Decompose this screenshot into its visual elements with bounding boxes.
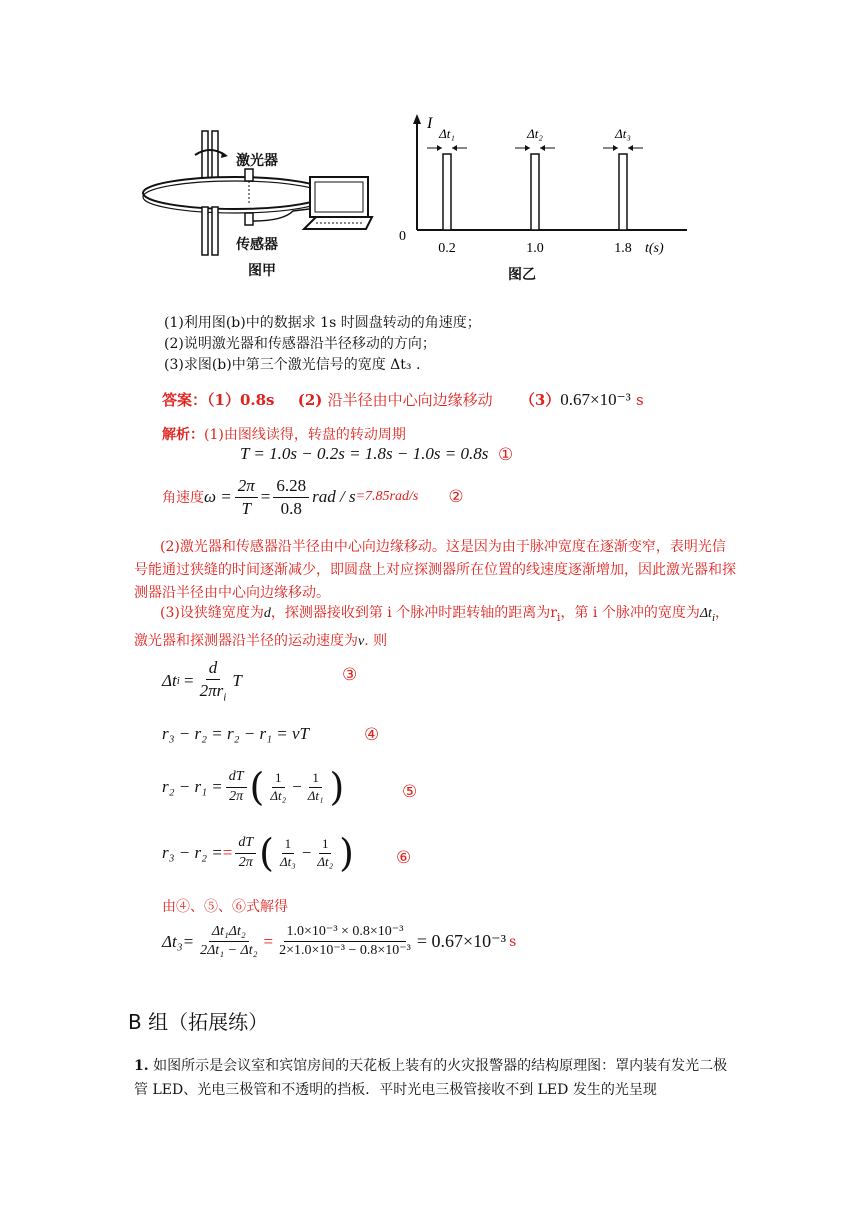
equation-4: r₃ − r₂ = r₂ − r₁ = vT: [162, 724, 309, 743]
sensor-label: 传感器: [236, 237, 278, 253]
pulse-bar: [619, 154, 627, 230]
x-tick-label: 1.0: [526, 241, 544, 256]
equation-3: Δt i = $\frac{d}{2\pi r_i}$ T: [162, 658, 242, 703]
question-2: (2)说明激光器和传感器沿半径移动的方向；: [164, 336, 436, 352]
analysis-paragraph-3: [134, 602, 738, 653]
answer-1: （1）0.8s: [207, 391, 275, 409]
mark-5: ⑤: [402, 782, 418, 802]
answer-2: 沿半径由中心向边缘移动: [327, 391, 493, 409]
eq6-red-eq: =: [222, 843, 233, 862]
pulse-bar: [443, 154, 451, 230]
answer-line: [162, 389, 644, 410]
mark-6: ⑥: [396, 848, 412, 868]
eq3-den-sub: i: [223, 690, 227, 703]
x-tick-label: 0.2: [438, 241, 456, 256]
eq6-f2-den: Δt₂: [317, 853, 334, 869]
para3-a: (3)设狭缝宽度为: [160, 605, 264, 621]
para3-v: v: [358, 633, 365, 649]
eq3-den: 2πr: [199, 680, 224, 700]
answer-label: 答案：: [162, 391, 208, 409]
eq6-f1-den: Δt₃: [279, 853, 296, 869]
omega-num-1: 2π: [235, 476, 258, 498]
pulse-width-label: Δt₃: [615, 126, 631, 141]
omega-unit: rad / s: [312, 487, 356, 507]
analysis-label: 解析：: [162, 427, 204, 443]
pulse-width-label: Δt₁: [439, 126, 455, 141]
eq5-f2-den: Δt₁: [307, 787, 324, 803]
omega-den-2: 0.8: [280, 498, 302, 518]
y-axis-arrow: [413, 114, 421, 124]
omega-prefix: 角速度: [162, 490, 204, 507]
answer-3: 0.67×10⁻³: [560, 390, 631, 409]
para3-dt: Δt: [699, 606, 712, 621]
omega-result: =7.85rad/s: [355, 489, 419, 505]
omega-lhs: ω =: [204, 487, 232, 507]
final-equation: [162, 924, 516, 959]
para3-f: . 则: [364, 632, 388, 649]
solve-line: 由④、⑤、⑥式解得: [162, 899, 288, 915]
omega-den-1: T: [241, 498, 251, 518]
pulse-arrowhead-right: [540, 145, 545, 151]
origin-label: 0: [399, 229, 406, 244]
final-num-2: 1.0×10⁻³ × 0.8×10⁻³: [284, 924, 407, 942]
x-axis-label: t(s): [645, 241, 664, 256]
equation-period: T = 1.0s − 0.2s = 1.8s − 1.0s = 0.8s: [240, 444, 489, 463]
eq3-num: d: [206, 658, 221, 680]
eq5-lhs: r₂ − r₁ =: [162, 777, 223, 796]
question-1: (1)利用图(b)中的数据求 1s 时圆盘转动的角速度；: [164, 315, 481, 331]
analysis-line-1: [162, 424, 406, 444]
eq5-minus: −: [292, 777, 302, 796]
equation-5: r₂ − r₁ = $\frac{dT}{2\pi}$ ( $\frac{1}{\text{Δt₂}}$ − $\frac{1}{\text{Δt₁}}$ ): [162, 765, 345, 809]
pulse-arrowhead-left: [437, 145, 442, 151]
answer-2-num: (2): [297, 391, 323, 409]
eq5-f1-num: 1: [272, 771, 285, 788]
pulse-arrowhead-right: [628, 145, 633, 151]
pulse-bar: [531, 154, 539, 230]
section-b-title: B 组（拓展练）: [128, 1010, 269, 1034]
q1-text: 如图所示是会议室和宾馆房间的天花板上装有的火灾报警器的结构原理图：罩内装有发光二极管 LED、光电三极管和不透明的挡板．平时光电三极管接收不到 LED 发生的光呈现: [134, 1058, 728, 1098]
para3-dti: i: [711, 611, 716, 624]
eq5-f2-num: 1: [309, 771, 322, 788]
answer-3-unit: s: [635, 391, 644, 409]
pulse-arrowhead-left: [613, 145, 618, 151]
para3-b: ，探测器接收到第 i 个脉冲时距转轴的距离为r: [270, 605, 557, 621]
y-axis-label: I: [427, 115, 433, 132]
analysis-text-1: (1)由图线读得，转盘的转动周期: [204, 427, 406, 443]
eq5-f1-den: Δt₂: [270, 787, 287, 803]
final-den-2: 2×1.0×10⁻³ − 0.8×10⁻³: [279, 943, 411, 959]
laser-label: 激光器: [236, 153, 278, 169]
eq5-den: 2π: [229, 788, 244, 804]
para3-d: d: [263, 606, 271, 621]
eq6-lhs: r₃ − r₂ =: [162, 843, 223, 862]
eq6-minus: −: [301, 843, 312, 862]
final-result: = 0.67×10⁻³: [416, 931, 507, 952]
mark-2: ②: [448, 487, 464, 508]
para3-ri: i: [556, 610, 561, 624]
x-tick-label: 1.8: [614, 241, 632, 256]
final-den-1: 2Δt₁ − Δt₂: [200, 943, 258, 959]
pulse-width-label: Δt₂: [527, 126, 543, 141]
pulse-arrowhead-right: [452, 145, 457, 151]
figure-b-caption: 图乙: [508, 267, 536, 283]
equation-6: r₃ − r₂ = = $\frac{dT}{2\pi}$ ( $\frac{1}{\text{Δt₃}}$ − $\frac{1}{\text{Δt₂}}$ ): [162, 831, 354, 875]
q1-number: 1.: [134, 1058, 149, 1074]
pulse-chart: [395, 110, 695, 270]
omega-num-2: 6.28: [273, 476, 309, 498]
final-num-1: Δt₁Δt₂: [209, 924, 249, 942]
final-lhs: Δt₃=: [162, 931, 195, 951]
eq6-f1-num: 1: [282, 837, 295, 854]
mark-4: ④: [364, 725, 380, 745]
question-3: (3)求图(b)中第三个激光信号的宽度 Δt₃ .: [164, 357, 421, 373]
eq6-num: dT: [235, 835, 256, 853]
eq3-lhs: Δt: [162, 670, 177, 690]
eq6-den: 2π: [238, 854, 253, 870]
eq5-num: dT: [226, 769, 247, 787]
mark-3: ③: [342, 665, 358, 685]
final-red-eq: =: [263, 931, 274, 951]
para3-c: ，第 i 个脉冲的宽度为: [560, 605, 700, 621]
analysis-paragraph-2: (2)激光器和传感器沿半径由中心向边缘移动。这是因为由于脉冲宽度在逐渐变窄，表明光信号能通过狭缝的时间逐渐减少，即圆盘上对应探测器所在位置的线速度逐渐增加，因此激光器和探测器沿半径由中心向边缘移动。: [134, 539, 736, 601]
mark-1: ①: [498, 445, 514, 465]
equation-omega: [162, 476, 464, 518]
eq3-lhs-sub: i: [176, 674, 180, 687]
pulse-arrowhead-left: [525, 145, 530, 151]
figure-a-caption: 图甲: [248, 263, 276, 279]
eq3-T: T: [232, 670, 242, 690]
final-unit: s: [509, 933, 517, 950]
answer-3-num: （3）: [519, 391, 561, 409]
para3-e: ，激光器和探测器沿半径的运动速度为: [134, 605, 730, 649]
eq6-f2-num: 1: [319, 837, 332, 854]
omega-eq: =: [260, 487, 271, 507]
section-b-question-1: [134, 1054, 740, 1102]
